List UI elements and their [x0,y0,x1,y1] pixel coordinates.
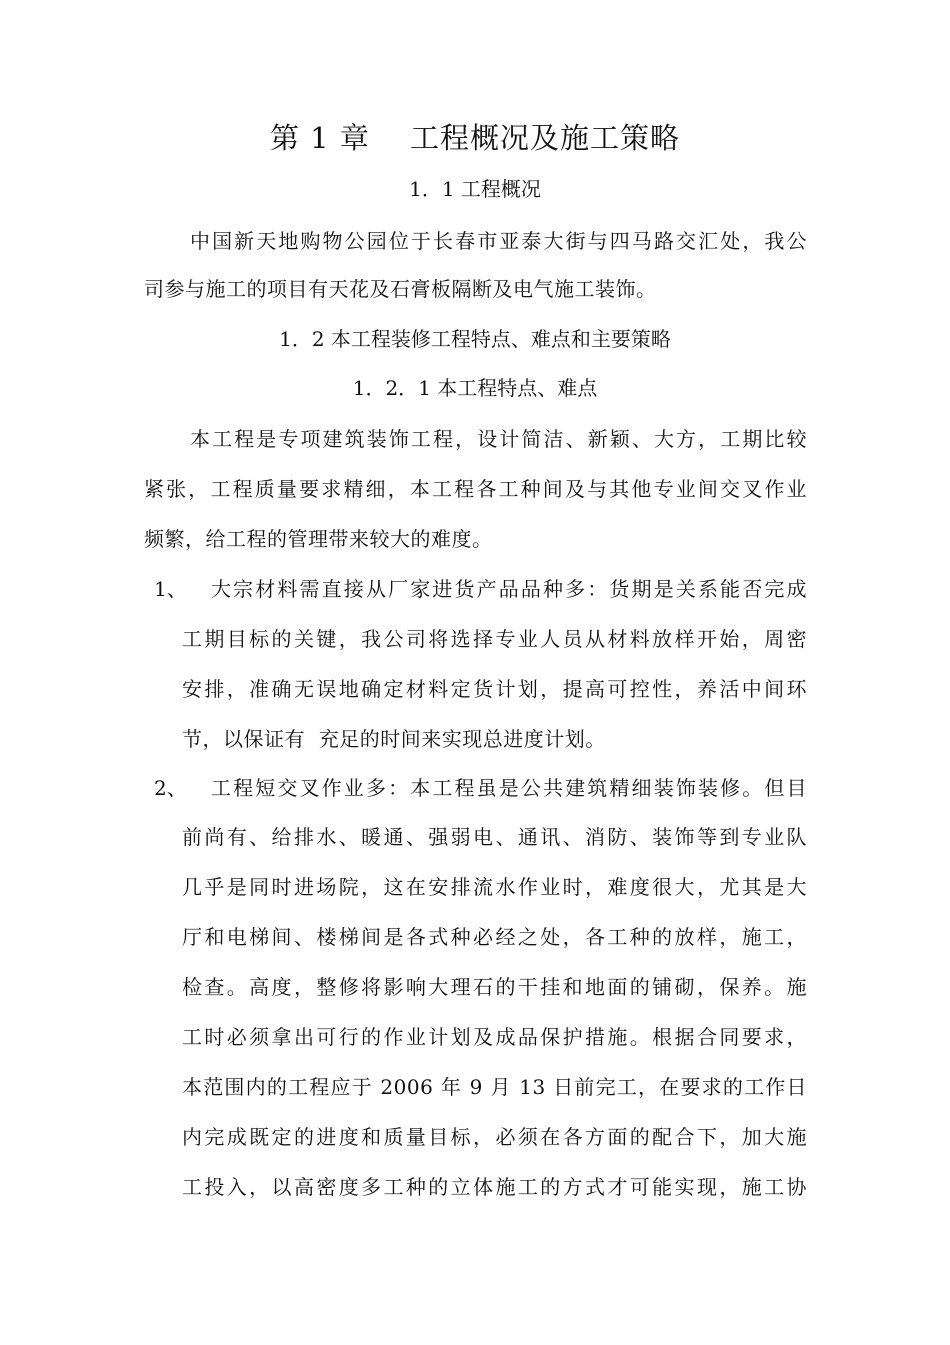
section-heading-1-2-1: 1．2．1 本工程特点、难点 [352,376,598,400]
list-item-line: 安排，准确无误地确定材料定货计划，提高可控性，养活中间环 [182,677,807,701]
paragraph-line: 本工程是专项建筑装饰工程，设计简洁、新颖、大方，工期比较 [190,427,807,451]
chapter-title: 第 1 章 工程概况及施工策略 [269,121,681,155]
section-heading-1-1: 1．1 工程概况 [409,177,541,201]
list-item-line: 检查。高度，整修将影响大理石的干挂和地面的铺砌，保养。施 [182,975,807,999]
list-item-line: 工程短交叉作业多：本工程虽是公共建筑精细装饰装修。但目 [211,776,807,800]
list-item-line: 工时必须拿出可行的作业计划及成品保护措施。根据合同要求， [182,1025,807,1049]
list-item-number: 1、 [154,577,187,601]
list-item-line: 大宗材料需直接从厂家进货产品品种多：货期是关系能否完成 [211,577,807,601]
paragraph-line: 司参与施工的项目有天花及石膏板隔断及电气施工装饰。 [144,277,657,301]
list-item-line: 本范围内的工程应于 2006 年 9 月 13 日前完工，在要求的工作日 [182,1075,807,1099]
list-item-line: 工投入，以高密度多工种的立体施工的方式才可能实现，施工协 [182,1175,807,1199]
list-item-line: 前尚有、给排水、暖通、强弱电、通讯、消防、装饰等到专业队 [182,825,807,849]
section-heading-1-2: 1．2 本工程装修工程特点、难点和主要策略 [279,327,671,351]
list-item-line: 内完成既定的进度和质量目标，必须在各方面的配合下，加大施 [182,1125,807,1149]
paragraph-line: 紧张，工程质量要求精细，本工程各工种间及与其他专业间交叉作业 [144,477,807,501]
paragraph-line: 频繁，给工程的管理带来较大的难度。 [144,527,493,551]
paragraph-line: 中国新天地购物公园位于长春市亚泰大街与四马路交汇处，我公 [190,229,807,253]
list-item-number: 2、 [154,776,187,800]
list-item-line: 厅和电梯间、楼梯间是各式种必经之处，各工种的放样，施工， [182,925,807,949]
list-item-line: 节，以保证有 充足的时间来实现总进度计划。 [182,727,606,751]
list-item-line: 工期目标的关键，我公司将选择专业人员从材料放样开始，周密 [182,627,807,651]
list-item-line: 几乎是同时进场院，这在安排流水作业时，难度很大，尤其是大 [182,875,807,899]
